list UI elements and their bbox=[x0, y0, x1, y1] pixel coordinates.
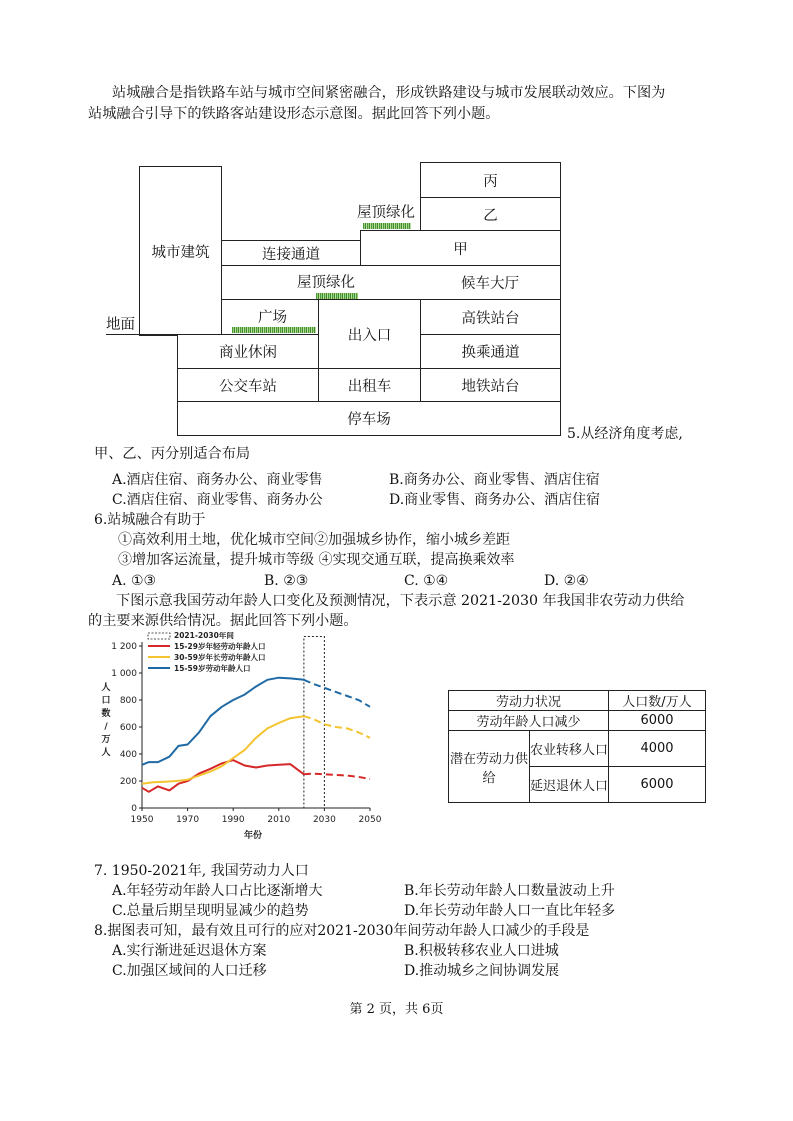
metro-platform bbox=[420, 368, 561, 402]
transfer-passage bbox=[420, 334, 561, 369]
table-cell: 6000 bbox=[609, 767, 706, 803]
y-axis-label-char: 口 bbox=[101, 696, 111, 706]
hsr-platform-label: 高铁站台 bbox=[461, 310, 520, 327]
legend-highlight-swatch bbox=[148, 633, 170, 639]
bus-station-label: 公交车站 bbox=[219, 378, 277, 395]
series-line bbox=[142, 716, 304, 784]
taxi-label: 出租车 bbox=[347, 378, 392, 395]
connect-passage bbox=[221, 240, 361, 266]
x-tick-label: 1950 bbox=[130, 815, 154, 825]
q8-option-c: C.加强区域间的人口迁移 bbox=[112, 963, 267, 979]
table-cell: 劳动年龄人口减少 bbox=[449, 711, 609, 731]
q8-option-a: A.实行渐进延迟退休方案 bbox=[112, 943, 267, 959]
legend-highlight-label: 2021-2030年间 bbox=[174, 632, 234, 640]
table-header-count: 人口数/万人 bbox=[609, 691, 706, 711]
x-tick-label: 2010 bbox=[267, 815, 291, 825]
intro1-line1: 站城融合是指铁路车站与城市空间紧密融合，形成铁路建设与城市发展联动效应。下图为 bbox=[112, 85, 666, 101]
q5-stem-a: 5.从经济角度考虑, bbox=[567, 426, 683, 442]
labor-population-chart bbox=[96, 632, 396, 842]
y-axis-label-char: 万 bbox=[101, 735, 111, 745]
q7-option-b: B.年长劳动年龄人口数量波动上升 bbox=[404, 883, 615, 899]
q6-statements-1: ①高效利用土地，优化城市空间②加强城乡协作，缩小城乡差距 bbox=[118, 532, 510, 548]
q5-option-c: C.酒店住宿、商业零售、商务办公 bbox=[112, 492, 323, 508]
q5-option-b: B.商务办公、商业零售、酒店住宿 bbox=[389, 472, 600, 488]
parking-label: 停车场 bbox=[347, 412, 391, 428]
waiting-hall-label: 候车大厅 bbox=[461, 276, 519, 292]
q5-stem-b: 甲、乙、丙分别适合布局 bbox=[94, 446, 251, 462]
floor-yi-label: 乙 bbox=[483, 207, 498, 224]
y-axis-label-char: 数 bbox=[101, 709, 111, 719]
commercial-leisure bbox=[177, 334, 319, 369]
floor-jia bbox=[360, 230, 561, 266]
q6-option-c: C. ①④ bbox=[404, 573, 449, 589]
q8-option-b: B.积极转移农业人口进城 bbox=[404, 943, 559, 959]
roof-grass-top bbox=[363, 223, 411, 229]
intro2-line2: 的主要来源供给情况。据此回答下列小题。 bbox=[88, 613, 358, 629]
highlight-2021-2030 bbox=[304, 637, 325, 808]
q7-stem: 7. 1950-2021年, 我国劳动力人口 bbox=[94, 863, 309, 879]
table-header-status: 劳动力状况 bbox=[449, 691, 609, 711]
q8-option-d: D.推动城乡之间协调发展 bbox=[404, 963, 560, 979]
floor-bing-label: 丙 bbox=[483, 173, 498, 190]
taxi bbox=[318, 368, 421, 402]
plaza-label: 广场 bbox=[258, 310, 287, 326]
roof-green-top-label: 屋顶绿化 bbox=[357, 205, 415, 221]
table-cell: 延迟退休人口 bbox=[530, 767, 609, 803]
ground-line bbox=[106, 334, 180, 335]
series-line bbox=[142, 678, 304, 765]
plaza-grass bbox=[232, 327, 316, 333]
x-tick-label: 2050 bbox=[358, 815, 382, 825]
y-axis-label-char: / bbox=[104, 722, 108, 732]
ground-label: 地面 bbox=[106, 317, 135, 333]
x-tick-label: 1990 bbox=[221, 815, 245, 825]
series-forecast-line bbox=[304, 716, 370, 738]
entrance-label: 出入口 bbox=[347, 327, 392, 344]
y-tick-label: 400 bbox=[119, 750, 137, 760]
legend-label: 15-59岁劳动年龄人口 bbox=[174, 664, 251, 673]
floor-bing bbox=[420, 162, 561, 198]
table-cell: 潜在劳动力供给 bbox=[449, 731, 530, 803]
q6-option-d: D. ②④ bbox=[544, 573, 589, 589]
series-forecast-line bbox=[304, 774, 370, 779]
page-footer: 第 2 页，共 6页 bbox=[349, 1002, 444, 1017]
hsr-platform bbox=[420, 299, 561, 335]
y-axis-label-char: 人 bbox=[101, 683, 111, 693]
q7-option-c: C.总量后期呈现明显减少的趋势 bbox=[112, 903, 309, 919]
entrance bbox=[318, 299, 421, 369]
x-tick-label: 2030 bbox=[312, 815, 336, 825]
q7-option-d: D.年长劳动年龄人口一直比年轻多 bbox=[404, 903, 616, 919]
y-axis-label-char: 人 bbox=[101, 748, 111, 758]
city-building-label: 城市建筑 bbox=[151, 244, 210, 261]
y-tick-label: 800 bbox=[119, 696, 137, 706]
commercial-label: 商业休闲 bbox=[219, 345, 277, 361]
q6-statements-2: ③增加客运流量，提升城市等级 ④实现交通互联，提高换乘效率 bbox=[118, 552, 515, 568]
roof-green-mid-label: 屋顶绿化 bbox=[297, 275, 355, 291]
series-forecast-line bbox=[304, 680, 370, 707]
connect-passage-label: 连接通道 bbox=[262, 246, 320, 263]
legend-label: 30-59岁年长劳动年龄人口 bbox=[174, 653, 266, 662]
q7-option-a: A.年轻劳动年龄人口占比逐渐增大 bbox=[112, 883, 323, 899]
y-tick-label: 0 bbox=[131, 804, 137, 814]
q6-option-b: B. ②③ bbox=[264, 573, 309, 589]
parking bbox=[177, 401, 561, 436]
y-tick-label: 1 200 bbox=[111, 642, 137, 652]
table-cell: 6000 bbox=[609, 711, 706, 731]
table-cell: 4000 bbox=[609, 731, 706, 767]
y-tick-label: 1 000 bbox=[111, 669, 137, 679]
bus-station bbox=[177, 368, 319, 402]
x-axis-label: 年份 bbox=[244, 831, 263, 841]
metro-label: 地铁站台 bbox=[461, 378, 520, 395]
q8-stem: 8.据图表可知，最有效且可行的应对2021-2030年间劳动年龄人口减少的手段是 bbox=[94, 923, 590, 939]
y-tick-label: 200 bbox=[119, 777, 137, 787]
waiting-hall-row bbox=[221, 265, 561, 300]
q5-option-d: D.商业零售、商务办公、酒店住宿 bbox=[389, 492, 601, 508]
floor-jia-label: 甲 bbox=[453, 241, 468, 258]
labor-supply-table bbox=[448, 690, 706, 803]
intro1-line2: 站城融合引导下的铁路客站建设形态示意图。据此回答下列小题。 bbox=[88, 106, 500, 122]
q6-stem: 6.站城融合有助于 bbox=[94, 512, 206, 528]
q5-option-a: A.酒店住宿、商务办公、商业零售 bbox=[112, 472, 323, 488]
q6-option-a: A. ①③ bbox=[112, 573, 157, 589]
y-tick-label: 600 bbox=[119, 723, 137, 733]
floor-yi bbox=[420, 197, 561, 231]
city-building bbox=[139, 166, 222, 336]
transfer-label: 换乘通道 bbox=[461, 345, 520, 361]
intro2-line1: 下图示意我国劳动年龄人口变化及预测情况，下表示意 2021-2030 年我国非农劳动力供给 bbox=[116, 593, 685, 609]
x-tick-label: 1970 bbox=[176, 815, 200, 825]
legend-label: 15-29岁年轻劳动年龄人口 bbox=[174, 642, 266, 651]
table-cell: 农业转移人口 bbox=[530, 731, 609, 767]
